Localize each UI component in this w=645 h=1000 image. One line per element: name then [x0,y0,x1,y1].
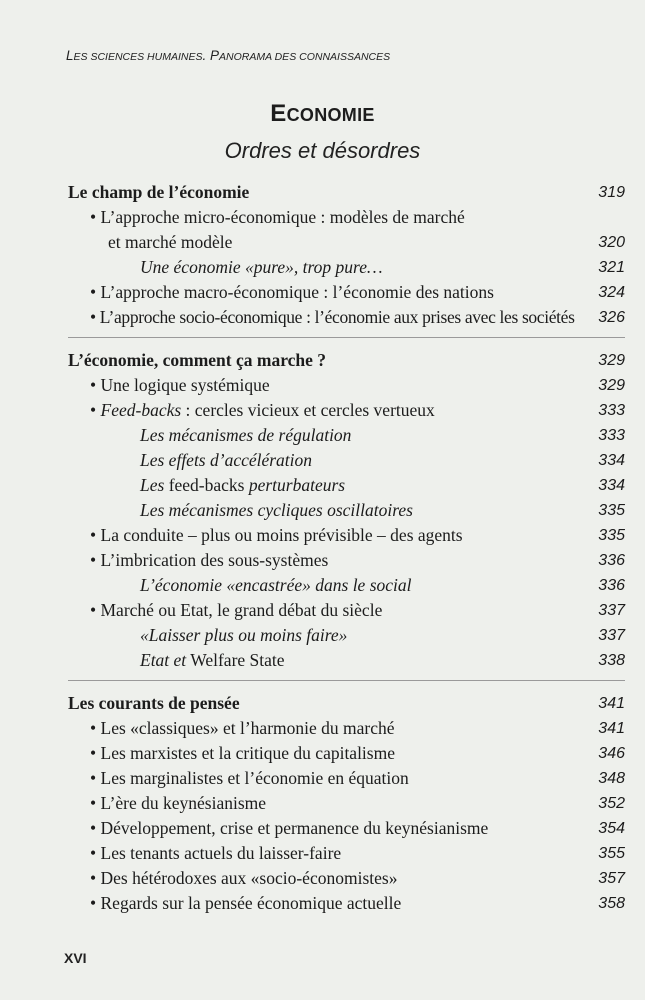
toc-entry[interactable] [68,373,625,398]
toc-page: 321 [598,259,625,276]
toc-entry[interactable] [68,741,625,766]
toc-entry[interactable] [68,866,625,891]
toc-entry-continued[interactable] [68,230,625,255]
toc-page: 346 [598,745,625,762]
toc-entry[interactable] [68,716,625,741]
section-divider [68,680,625,681]
section-subtitle: Ordres et désordres [224,138,421,163]
toc-entry[interactable] [68,816,625,841]
running-head [66,48,390,63]
toc-label-rest: : cercles vicieux et cercles vertueux [181,400,435,420]
toc-label [140,648,285,673]
toc-label: • La conduite – plus ou moins prévisible – des agents [90,525,463,545]
section-divider [68,337,625,338]
toc-bullet: • [90,400,101,420]
toc-label: «Laisser plus ou moins faire» [140,625,348,645]
toc-label: • Les marginalistes et l’économie en équation [90,768,409,788]
toc-page: 338 [598,652,625,669]
section-title-rest: CONOMIE [286,105,375,125]
toc-subentry[interactable] [68,255,625,280]
toc-label: Les mécanismes cycliques oscillatoires [140,500,413,520]
toc-page: 341 [598,720,625,737]
toc-page: 341 [598,695,625,712]
toc-subentry[interactable] [68,623,625,648]
toc-entry[interactable] [68,791,625,816]
toc-page: 324 [598,284,625,301]
toc-page: 319 [598,184,625,201]
toc-page: 333 [598,427,625,444]
toc-label: Les effets d’accélération [140,450,313,470]
toc-entry[interactable] [68,398,625,423]
toc-label: L’économie, comment ça marche ? [68,350,327,370]
toc-label: L’économie «encastrée» dans le social [140,575,412,595]
toc-page: 352 [598,795,625,812]
running-head-initial: L [66,48,74,63]
toc-page: 329 [598,352,625,369]
toc-label: • Développement, crise et permanence du keynésianisme [90,818,489,838]
toc-label: • L’approche socio-économique : l’économie aux prises avec les sociétés [90,307,575,327]
toc-subentry[interactable] [68,573,625,598]
table-of-contents [68,180,625,916]
toc-subentry[interactable] [68,448,625,473]
section-title-initial: E [270,100,287,127]
toc-entry[interactable] [68,523,625,548]
toc-label: • L’approche macro-économique : l’économie des nations [90,282,494,302]
toc-label-italic: Les [140,475,165,495]
toc-entry[interactable] [68,891,625,916]
toc-page: 336 [598,552,625,569]
toc-page: 329 [598,377,625,394]
toc-subentry[interactable] [68,648,625,673]
toc-page: 355 [598,845,625,862]
toc-page: 336 [598,577,625,594]
toc-entry[interactable] [68,305,625,330]
toc-label-roman: Welfare State [186,650,285,670]
toc-label: • Les tenants actuels du laisser-faire [90,843,342,863]
toc-label: • Une logique systémique [90,375,270,395]
toc-label-roman: feed-backs [164,475,249,495]
toc-page: 358 [598,895,625,912]
toc-entry[interactable] [68,766,625,791]
toc-heading[interactable] [68,691,625,716]
toc-label: et marché modèle [108,232,233,252]
toc-page: 335 [598,502,625,519]
toc-page: 357 [598,870,625,887]
toc-page: 337 [598,602,625,619]
toc-entry[interactable] [68,280,625,305]
toc-label [90,398,435,423]
toc-label: • Des hétérodoxes aux «socio-économistes» [90,868,398,888]
toc-subentry[interactable] [68,473,625,498]
toc-page: 335 [598,527,625,544]
toc-page: 333 [598,402,625,419]
toc-label: Les courants de pensée [68,693,240,713]
toc-label-italic: perturbateurs [248,475,346,495]
page-number: XVI [64,950,87,966]
toc-heading[interactable] [68,348,625,373]
running-head-smallcaps-2: ANORAMA DES CONNAISSANCES [218,51,391,63]
toc-label: Les mécanismes de régulation [140,425,352,445]
toc-page: 348 [598,770,625,787]
toc-label: • Les «classiques» et l’harmonie du marché [90,718,395,738]
toc-label: • L’ère du keynésianisme [90,793,267,813]
toc-page: 326 [598,309,625,326]
toc-label: • Les marxistes et la critique du capitalisme [90,743,395,763]
toc-entry[interactable] [68,205,625,230]
toc-subentry[interactable] [68,498,625,523]
section-title [0,100,645,128]
toc-label-italic: Feed-backs [100,400,182,420]
toc-label [140,473,345,498]
toc-label: Le champ de l’économie [68,182,250,202]
toc-label: • Regards sur la pensée économique actuelle [90,893,402,913]
toc-entry[interactable] [68,841,625,866]
toc-heading[interactable] [68,180,625,205]
toc-page: 354 [598,820,625,837]
toc-label-italic: Etat et [140,650,187,670]
toc-page: 320 [598,234,625,251]
running-head-initial-2: . P [202,48,219,63]
toc-label: • L’approche micro-économique : modèles de marché [90,207,465,227]
toc-page: 337 [598,627,625,644]
toc-label: • Marché ou Etat, le grand débat du siècle [90,600,383,620]
toc-subentry[interactable] [68,423,625,448]
toc-page: 334 [598,452,625,469]
toc-label: • L’imbrication des sous-systèmes [90,550,329,570]
toc-entry[interactable] [68,598,625,623]
toc-page: 334 [598,477,625,494]
running-head-smallcaps: ES SCIENCES HUMAINES [73,51,203,63]
toc-label: Une économie «pure», trop pure… [140,257,383,277]
toc-entry[interactable] [68,548,625,573]
